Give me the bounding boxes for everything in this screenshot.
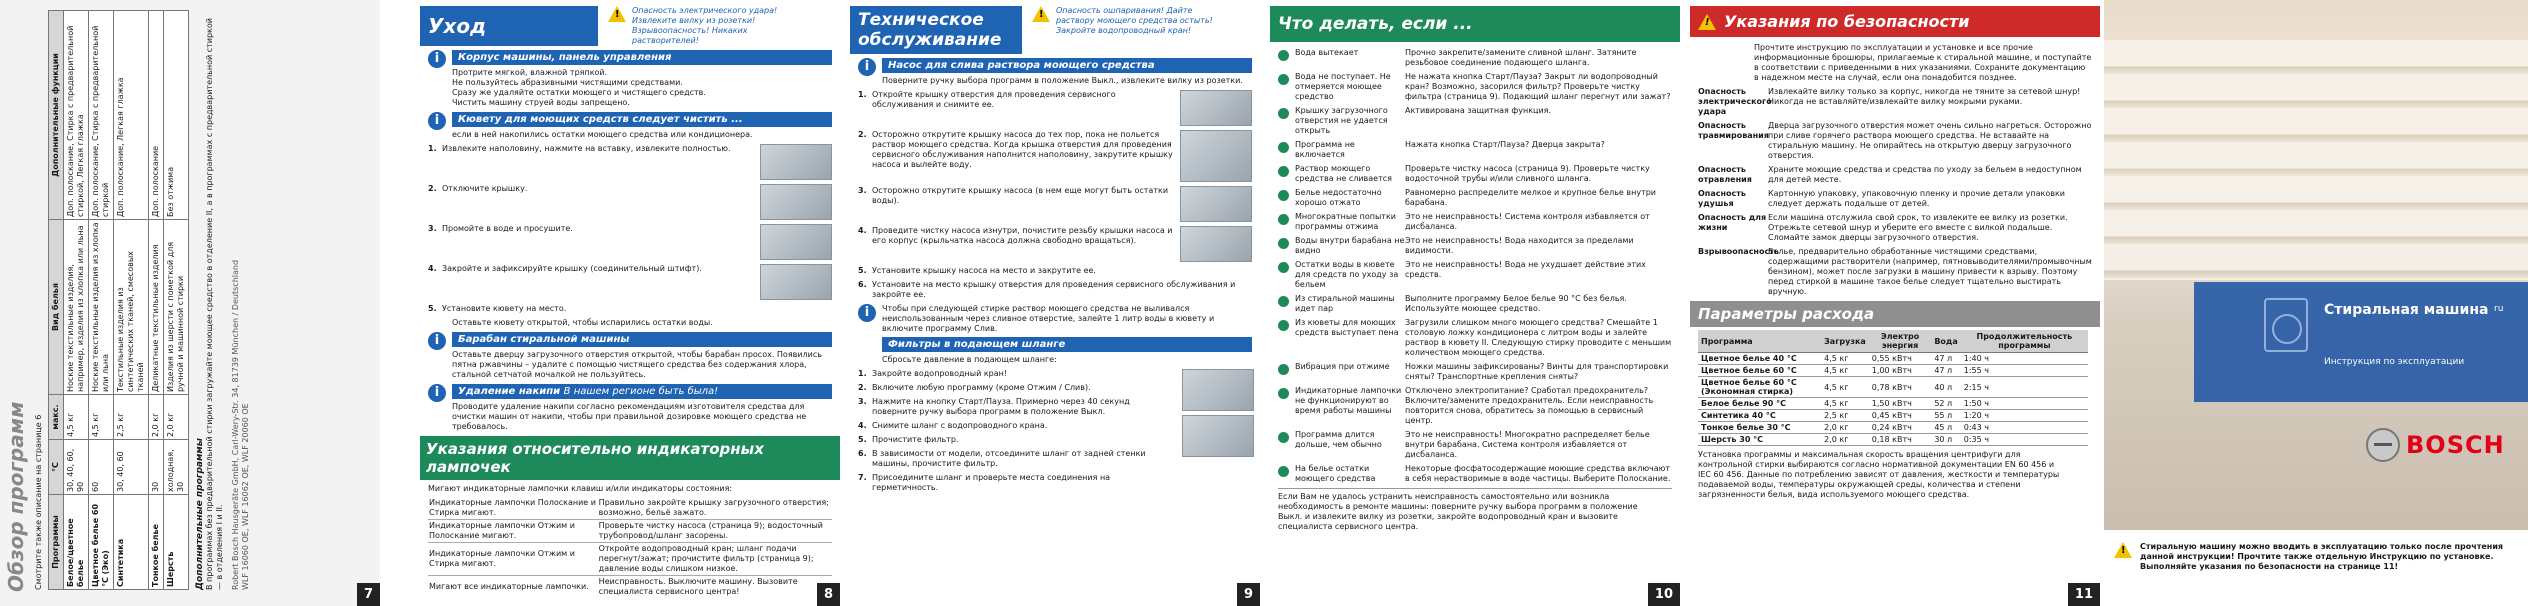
table-row: Индикаторные лампочки Отжим и Полоскание мигают. Проверьте чистку насоса (страница 9); водосточный трубопровод/шланг засорены. bbox=[428, 520, 832, 543]
bullet-icon bbox=[1278, 214, 1289, 225]
bullet-icon bbox=[1278, 50, 1289, 61]
warning-text: Опасность ошпаривания! Дайте раствору моющего средства остыть! Закройте водопроводный кран! bbox=[1056, 6, 1213, 35]
illustration bbox=[760, 184, 832, 220]
page-7 bbox=[0, 0, 380, 606]
list-item: Воды внутри барабана не видно Это не неисправность! Вода находится за пределами видимости. bbox=[1278, 236, 1672, 256]
list-item: Остатки воды в кювете для средств по уходу за бельем Это не неисправность! Вода не ухудшает действие этих средств. bbox=[1278, 260, 1672, 290]
col-extra: Дополнительные функции bbox=[49, 11, 64, 220]
page-7-note: Смотрите также описание на странице 6 bbox=[34, 414, 43, 590]
info-icon: i bbox=[858, 304, 876, 322]
bosch-emblem-icon bbox=[2366, 428, 2400, 462]
bullet-icon bbox=[1278, 74, 1289, 85]
table-row: Цветное белье 60 °C (Экономная стирка) 4,5 кг 0,78 кВтч 40 л 2:15 ч bbox=[1698, 377, 2088, 398]
table-row: Тонкое белье 30 °C 2,0 кг 0,24 кВтч 45 л 0:43 ч bbox=[1698, 422, 2088, 434]
bullet-icon bbox=[1278, 432, 1289, 443]
warning-icon bbox=[608, 6, 626, 22]
list-item: Опасность для жизни Если машина отслужила свой срок, то извлеките ее вилку из розетки. Отрежьте сетевой шнур и уберите его вместе с вилкой подальше. Сломайте замок дверцы загрузочного отверстия. bbox=[1698, 213, 2068, 242]
list-item: Опасность удушья Картонную упаковку, упаковочную пленку и прочие детали упаковки следует держать подальше от детей. bbox=[1698, 189, 2065, 208]
list-item: На белье остатки моющего средства Некоторые фосфатосодержащие моющие средства включают в себя нерастворимые в воде частицы. Выберите Полоскание. bbox=[1278, 464, 1672, 484]
col-kind: Вид белья bbox=[49, 220, 64, 395]
page-7-rotated-content bbox=[0, 0, 380, 596]
list-item: Индикаторные лампочки не функционируют во время работы машины Отключено электропитание? Сработал предохранитель? Включите/замените предохранитель. Если неисправность повторится снова, обратитесь за помощью в сервисный центр. bbox=[1278, 386, 1672, 426]
list-item: Опасность травмирования Дверца загрузочного отверстия может очень сильно нагреться. Осторожно при сливе горячего раствора моющего средства. Не вставайте на стиральную машину. Не опирайтесь на открытую дверцу загрузочного отверстия. bbox=[1698, 121, 2092, 160]
page-7-title: Обзор программ bbox=[4, 401, 28, 592]
illustration bbox=[1182, 415, 1254, 457]
bullet-icon bbox=[1278, 364, 1289, 375]
bullet-icon bbox=[1278, 466, 1289, 477]
bullet-icon bbox=[1278, 320, 1289, 331]
table-row: Шерсть холодная, 30 2,0 кг Изделия из шерсти с пометкой для ручной и машинной стирки Без отжима bbox=[164, 11, 189, 590]
warning-text: Опасность электрического удара! Извлеките вилку из розетки! Взрывоопасность! Никаких растворителей! bbox=[632, 6, 778, 45]
bullet-icon bbox=[1278, 142, 1289, 153]
table-row: Синтетика 30, 40, 60 2,5 кг Текстильные изделия из синтетических тканей, смесовых тканей Доп. полоскание, Легкая глажка bbox=[114, 11, 149, 590]
bullet-icon bbox=[1278, 238, 1289, 249]
manual-title: Инструкция по эксплуатации bbox=[2324, 357, 2465, 367]
table-row: Синтетика 40 °C 2,5 кг 0,45 кВтч 55 л 1:20 ч bbox=[1698, 410, 2088, 422]
list-item: Опасность электрического удара Извлекайте вилку только за корпус, никогда не тяните за сетевой шнур! Никогда не вставляйте/извлекайте вилку мокрыми руками. bbox=[1698, 87, 2081, 116]
list-item: Вода не поступает. Не отмеряется моющее средство Не нажата кнопка Старт/Пауза? Закрыт ли водопроводный кран? Возможно, засорился фильтр? Проверьте чистку фильтра (страница 9). Подающий шланг перегнут или зажат? bbox=[1278, 72, 1672, 102]
warning-icon bbox=[2114, 542, 2132, 558]
program-overview-table bbox=[48, 10, 189, 590]
page-number: 8 bbox=[817, 583, 840, 606]
info-icon: i bbox=[858, 58, 876, 76]
illustration bbox=[760, 264, 832, 300]
bullet-icon bbox=[1278, 190, 1289, 201]
list-item: Из стиральной машины идет пар Выполните программу Белое белье 90 °C без белья. Используйте моющее средство. bbox=[1278, 294, 1672, 314]
list-item: Взрывоопасность Белье, предварительно обработанные чистящими средствами, содержащими растворители (например, пятновыводителями/промывочным бензином), может после загрузки в машину привести к взрыву. Поэтому перед стиркой в машине такое белье следует тщательно выстирать вручную. bbox=[1698, 247, 2092, 296]
page-11 bbox=[1690, 0, 2100, 606]
page-9: Техническое обслуживание ! Опасность ошпаривания! Дайте раствору моющего средства остыть! Закройте водопроводный кран! i Насос для слива раствора моющего средства Поверните ручку выбора программ в положение Выкл., извлеките вилку из розетки. 1. Откройте крышку отверстия для проведения сервисного обслуживания и снимите ее. 2. Осторожно открутите крышку насоса до тех пор, пока не польется раствор моющего средства. Когда крышка отверстия для проведения сервисного обслуживания наполнится наполовину, закрутите крышку насоса и вылейте воду. 3. Осторожно открутите крышку насоса (в нем еще могут быть остатки воды). 4. Проведите чистку насоса изнутри, почистите резьбу крышки насоса и его корпус (крыльчатка насоса должна свободно вращаться). 5. Установите крышку насоса на место и закрутите ее. 6. Установите на место крышку отверстия для проведения сервисного обслуживания и закройте ее. i Чтобы при следующей стирке раствор моющего средства не выливался неиспользованным через сливное отверстие, залейте 1 литр воды в кювету и включите программу Слив. Фильтры в подающем шланге Сбросьте давление в подающем шланге: 1. Закройте водопроводный кран! 2. Включите любую программу (кроме Отжим / Слив). 3. Нажмите на кнопку Старт/Пауза. Примерно через 40 секунд поверните ручку выбора программ в положение Выкл. 4. Снимите шланг с водопроводного крана. 5. Прочистите фильтр. 6. В зависимости от модели, отсоедините шланг от задней стенки машины, прочистите фильтр. 7. Присоедините шланг и проверьте места соединения на герметичность. 9 bbox=[850, 0, 1260, 606]
table-row: Тонкое белье 30 2,0 кг Деликатные текстильные изделия Доп. полоскание bbox=[149, 11, 164, 590]
list-item: Белье недостаточно хорошо отжато Равномерно распределите мелкое и крупное белье внутри барабана. bbox=[1278, 188, 1672, 208]
section-head: Корпус машины, панель управления bbox=[452, 50, 832, 65]
page-number: 10 bbox=[1648, 583, 1680, 606]
bullet-icon bbox=[1278, 262, 1289, 273]
illustration bbox=[760, 144, 832, 180]
warning-icon bbox=[1032, 6, 1050, 22]
maker-address: Robert Bosch Hausgeräte GmbH, Carl-Wery-Str. 34, 81739 München / Deutschland bbox=[231, 259, 240, 590]
illustration bbox=[1180, 226, 1252, 262]
product-name: Стиральная машина bbox=[2324, 302, 2489, 318]
safety-intro: Прочтите инструкцию по эксплуатации и установке и все прочие информационные брошюры, прилагаемые к стиральной машине, и поступайте в соответствии с приведенными в них указаниями. Сохраните документацию в надежном месте на случай, если она понадобится позднее. bbox=[1754, 43, 2092, 82]
bullet-icon bbox=[1278, 296, 1289, 307]
info-icon: i bbox=[428, 112, 446, 130]
illustration bbox=[760, 224, 832, 260]
table-row: Цветное белье 60 °C (Эко) 60 4,5 кг Ноские текстильные изделия из хлопка или льна Доп. полоскание, Стирка с предварительной стиркой bbox=[89, 11, 114, 590]
bullet-icon bbox=[1278, 108, 1289, 119]
language-code: ru bbox=[2494, 304, 2504, 314]
washer-icon bbox=[2264, 298, 2308, 352]
consumption-title: Параметры расхода bbox=[1690, 301, 2100, 327]
list-item: Программа не включается Нажата кнопка Старт/Пауза? Дверца закрыта? bbox=[1278, 140, 1672, 160]
consumption-table: Программа Загрузка Электро энергия Вода Продолжительность программы Цветное белье 40 °C 4,5 кг 0,55 кВтч 47 л 1:40 ч Цветное белье 60 °C 4,5 кг 1,00 кВтч 47 л 1:55 ч Цветное белье 60 °C (Экономная стирка) 4,5 кг 0,78 кВтч 40 л 2:15 ч Белое белье 90 °C 4,5 кг 1,50 кВтч 52 л 1:50 ч Синтетика 40 °C 2,5 кг 0,45 кВтч 55 л 1:20 ч Тонкое белье 30 °C 2,0 кг 0,24 кВтч 45 л 0:43 ч Шерсть 30 °C 2,0 кг 0,18 кВтч 30 л 0:35 ч bbox=[1698, 330, 2088, 446]
table-row: Индикаторные лампочки Полоскание и Стирка мигают. Правильно закройте крышку загрузочного отверстия; возможно, бельё зажато. bbox=[428, 497, 832, 520]
list-item: Вибрация при отжиме Ножки машины зафиксированы? Винты для транспортировки сняты? Транспортные крепления сняты? bbox=[1278, 362, 1672, 382]
section-head: Удаление накипи bbox=[458, 386, 561, 397]
list-item: Опасность отравления Храните моющие средства и средства по уходу за бельем в недоступном для детей месте. bbox=[1698, 165, 2082, 184]
section-head: Насос для слива раствора моющего средства bbox=[882, 58, 1252, 73]
list-item: Многократные попытки программы отжима Это не неисправность! Система контроля избавляется от дисбаланса. bbox=[1278, 212, 1672, 232]
page-title: Уход bbox=[420, 6, 598, 46]
table-row: Шерсть 30 °C 2,0 кг 0,18 кВтч 30 л 0:35 ч bbox=[1698, 434, 2088, 446]
bosch-logo bbox=[2366, 428, 2505, 462]
page-8: Уход ! Опасность электрического удара! Извлеките вилку из розетки! Взрывоопасность! Никаких растворителей! i Корпус машины, панель управления Протрите мягкой, влажной тряпкой. Не пользуйтесь абразивными чистящими средствами. Сразу же удаляйте остатки моющего и чистящего средств. Чистить машину струей воды запрещено. i Кювету для моющих средств следует чистить ... если в ней накопились остатки моющего средства или кондиционера. 1. Извлеките наполовину, нажмите на вставку, извлеките полностью. 2. Отключите крышку. 3. Промойте в воде и просушите. 4. Закройте и зафиксируйте крышку (соединительный штифт). 5. Установите кювету на место. Оставьте кювету открытой, чтобы испарились остатки воды. i Барабан стиральной машины Оставьте дверцу загрузочного отверстия открытой, чтобы барабан просох. Появились пятна ржавчины – удалите с помощью чистящего средства без содержания хлора, стальной сетчатой мочалкой не пользуйтесь. i Удаление накипи В нашем регионе быть была! Проводите удаление накипи согласно рекомендациям изготовителя средства для очистки машин от накипи, чтобы при правильной дозировке моющего средства не требовалось. Указания относительно индикаторных лампочек Мигают индикаторные лампочки клавиш и/или индикаторы состояния: Индикаторные лампочки Полоскание и Стирка мигают. Правильно закройте крышку загрузочного отверстия; возможно, бельё зажато. Индикаторные лампочки Отжим и Полоскание мигают. Проверьте чистку насоса (страница 9); водосточный трубопровод/шланг засорены. Индикаторные лампочки Отжим и Стирка мигают. Откройте водопроводный кран; шланг подачи перегнут/зажат; прочистите фильтр (страница 9); давление воды слишком низкое. Мигают все индикаторные лампочки. Неисправность. Выключите машину. Вызовите специалиста сервисного центра! 8 bbox=[420, 0, 840, 606]
table-row: Цветное белье 60 °C 4,5 кг 1,00 кВтч 47 л 1:55 ч bbox=[1698, 365, 2088, 377]
cover-notice: Стиральную машину можно вводить в эксплуатацию только после прочтения данной инструкции! Прочтите также отдельную Инструкцию по установке. Выполняйте указания по безопасности на странице 11! bbox=[2140, 542, 2504, 571]
page-10 bbox=[1270, 0, 1680, 606]
model-list: WLF 16060 OE, WLF 16062 OE, WLF 20060 OE bbox=[241, 403, 250, 590]
table-row: Цветное белье 40 °C 4,5 кг 0,55 кВтч 47 л 1:40 ч bbox=[1698, 353, 2088, 365]
list-item: Вода вытекает Прочно закрепите/замените сливной шланг. Затяните резьбовое соединение подающего шланга. bbox=[1278, 48, 1672, 68]
extra-programs-text: В программах без предварительной стирки загружайте моющее средство в отделение II, а в программах с предварительной стиркой — в отделения I и II. bbox=[205, 18, 224, 590]
table-row: Индикаторные лампочки Отжим и Стирка мигают. Откройте водопроводный кран; шланг подачи перегнут/зажат; прочистите фильтр (страница 9); давление воды слишком низкое. bbox=[428, 543, 832, 576]
col-max: макс. bbox=[49, 395, 64, 440]
info-icon: i bbox=[428, 50, 446, 68]
section-head: Фильтры в подающем шланге bbox=[882, 337, 1252, 352]
page-title: Техническое обслуживание bbox=[850, 6, 1022, 54]
table-row: Белое белье 90 °C 4,5 кг 1,50 кВтч 52 л 1:50 ч bbox=[1698, 398, 2088, 410]
page-title: Что делать, если ... bbox=[1270, 6, 1680, 42]
section-head: Барабан стиральной машины bbox=[452, 332, 832, 347]
service-footer: Если Вам не удалось устранить неисправность самостоятельно или возникла необходимость в ремонте машины: поверните ручку выбора программ в положение Выкл. и извлеките вилку из розетки, закройте водопроводный кран и вызовите специалиста сервисного центра. bbox=[1278, 488, 1672, 532]
cover-page bbox=[2104, 0, 2528, 606]
list-item: Из кюветы для моющих средств выступает пена Загрузили слишком много моющего средства? Смешайте 1 столовую ложку кондиционера с литром воды и залейте раствор в кювету II. Следующую стирку проводите с меньшим количеством моющего средства. bbox=[1278, 318, 1672, 358]
col-temp: °C bbox=[49, 440, 64, 495]
table-row: Мигают все индикаторные лампочки. Неисправность. Выключите машину. Вызовите специалиста сервисного центра! bbox=[429, 577, 798, 596]
towel-stack bbox=[2104, 40, 2528, 280]
section-tag: В нашем регионе быть была! bbox=[563, 386, 719, 397]
bullet-icon bbox=[1278, 388, 1289, 399]
extra-programs-heading: Дополнительные программы bbox=[195, 438, 205, 590]
brand-name: BOSCH bbox=[2406, 431, 2505, 459]
list-item: Программа длится дольше, чем обычно Это не неисправность! Многократно распределяет белье внутри барабана. Система контроля избавляется от дисбаланса. bbox=[1278, 430, 1672, 460]
col-program: Программы bbox=[49, 495, 64, 590]
info-icon: i bbox=[428, 384, 446, 402]
bullet-icon bbox=[1278, 166, 1289, 177]
cover-info-box bbox=[2194, 282, 2528, 402]
page-number: 9 bbox=[1237, 583, 1260, 606]
page-number: 11 bbox=[2068, 583, 2100, 606]
indicator-table bbox=[428, 497, 832, 598]
indicator-title: Указания относительно индикаторных лампочек bbox=[420, 436, 840, 480]
info-icon: i bbox=[428, 332, 446, 350]
table-row: Белое/цветное белье 30, 40, 60, 90 4,5 кг Ноские текстильные изделия, например, изделия из хлопка или льна Доп. полоскание, Стирка с предварительной стиркой, Легкая глажка bbox=[64, 11, 89, 590]
illustration bbox=[1180, 90, 1252, 126]
warning-icon bbox=[1698, 14, 1716, 30]
page-title: Указания по безопасности bbox=[1724, 12, 1970, 31]
illustration bbox=[1180, 186, 1252, 222]
section-head: Кювету для моющих средств следует чистить ... bbox=[452, 112, 832, 127]
illustration bbox=[1180, 130, 1252, 182]
list-item: Крышку загрузочного отверстия не удается открыть Активирована защитная функция. bbox=[1278, 106, 1672, 136]
page-number: 7 bbox=[357, 583, 380, 606]
list-item: Раствор моющего средства не сливается Проверьте чистку насоса (страница 9). Проверьте чистку водосточной трубы и/или сливного шланга. bbox=[1278, 164, 1672, 184]
consumption-note: Установка программы и максимальная скорость вращения центрифуги для контрольной стирки выбираются согласно нормативной документации EN 60 456 и IEC 60 456. Данные по потреблению зависят от давления, жесткости и температуры подаваемой воды, температуры окружающей среды, количества и степени загрязненности белья, вида используемого моющего средства. bbox=[1698, 450, 2060, 499]
illustration bbox=[1182, 369, 1254, 411]
